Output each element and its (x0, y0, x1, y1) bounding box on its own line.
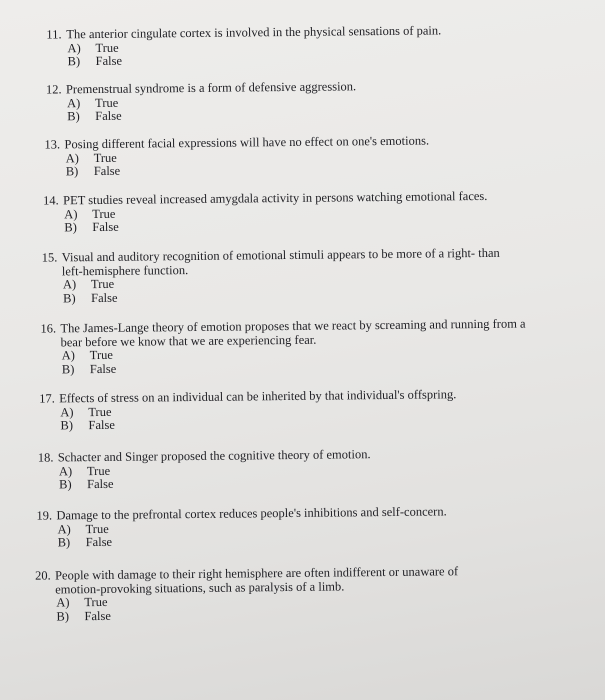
option-label: True (89, 347, 113, 363)
option-label: True (84, 594, 108, 610)
option-letter: A) (62, 277, 77, 292)
question-text: Premenstrual syndrome is a form of defensive aggression. (65, 79, 357, 97)
question-number: 19. (36, 508, 53, 523)
option-b (38, 474, 458, 492)
option-letter: A) (61, 348, 76, 363)
option-letter: B) (57, 535, 71, 550)
option-b (37, 532, 477, 550)
option-letter: B) (67, 54, 81, 69)
option-letter: A) (67, 95, 81, 110)
question-12 (46, 79, 466, 124)
question-text: Visual and auditory recognition of emotional stimuli appears to be more of a right- than left-hemisphere function. (61, 245, 500, 278)
question-number: 20. (34, 568, 51, 583)
option-b (42, 287, 502, 305)
option-b (43, 217, 523, 236)
question-15 (42, 247, 503, 306)
option-label: False (88, 417, 115, 433)
question-number: 12. (45, 82, 62, 97)
option-label: False (95, 53, 123, 69)
option-letter: B) (65, 164, 79, 179)
question-17 (39, 388, 479, 433)
question-text: Posing different facial expressions will have no effect on one's emotions. (64, 133, 430, 152)
question-20 (35, 565, 491, 624)
option-letter: B) (67, 109, 80, 124)
question-text: People with damage to their right hemisphere are often indifferent or unaware of emotion-provoking situations, such as paralysis of a limb. (54, 564, 459, 596)
option-label: True (90, 276, 115, 292)
option-label: False (87, 476, 114, 492)
option-letter: B) (56, 608, 70, 623)
option-b (47, 51, 467, 69)
question-text: Effects of stress on an individual can be inherited by that individual's offspring. (59, 387, 457, 406)
question-14 (43, 190, 523, 236)
option-label: True (93, 150, 117, 165)
option-letter: B) (61, 361, 75, 376)
option-b (46, 106, 466, 124)
question-text: PET studies reveal increased amygdala activity in persons watching emotional faces. (63, 188, 488, 208)
option-label: True (88, 404, 112, 419)
question-text: Damage to the prefrontal cortex reduces people's inhibitions and self-concern. (56, 504, 447, 523)
question-number: 14. (43, 193, 59, 208)
option-b (35, 605, 490, 623)
option-letter: A) (57, 521, 71, 536)
option-label: False (85, 534, 113, 550)
option-label: False (93, 163, 121, 179)
option-letter: A) (58, 463, 73, 478)
option-label: True (95, 40, 119, 55)
question-13 (44, 134, 464, 179)
option-b (39, 415, 479, 433)
question-number: 18. (37, 450, 54, 465)
question-18 (38, 447, 458, 492)
option-letter: A) (60, 404, 74, 419)
question-number: 11. (46, 27, 62, 42)
option-letter: B) (59, 477, 72, 492)
option-label: True (92, 206, 116, 221)
option-label: False (91, 290, 118, 305)
question-19 (36, 505, 476, 550)
question-number: 17. (39, 391, 55, 406)
option-label: False (95, 108, 122, 124)
option-label: False (84, 608, 111, 623)
option-letter: A) (64, 206, 78, 221)
question-number: 15. (41, 250, 58, 265)
option-label: True (95, 95, 119, 110)
option-label: True (85, 521, 109, 536)
question-number: 16. (40, 321, 57, 336)
option-letter: A) (65, 150, 79, 165)
question-11 (46, 24, 466, 69)
option-letter: B) (63, 290, 76, 305)
question-16 (40, 317, 537, 376)
question-number: 13. (44, 137, 61, 152)
option-letter: B) (60, 418, 74, 433)
option-letter: A) (56, 595, 70, 610)
option-letter: A) (67, 40, 81, 55)
question-text: The anterior cingulate cortex is involved in the physical sensations of pain. (66, 23, 442, 42)
option-label: False (89, 361, 117, 376)
question-text: The James-Lange theory of emotion proposes that we react by screaming and running from a bear before we know that we are experiencing fear. (60, 316, 526, 349)
option-b (45, 161, 465, 179)
option-label: True (86, 463, 111, 478)
question-text: Schacter and Singer proposed the cognitive theory of emotion. (57, 447, 371, 465)
option-letter: B) (64, 220, 77, 235)
option-label: False (92, 219, 119, 235)
